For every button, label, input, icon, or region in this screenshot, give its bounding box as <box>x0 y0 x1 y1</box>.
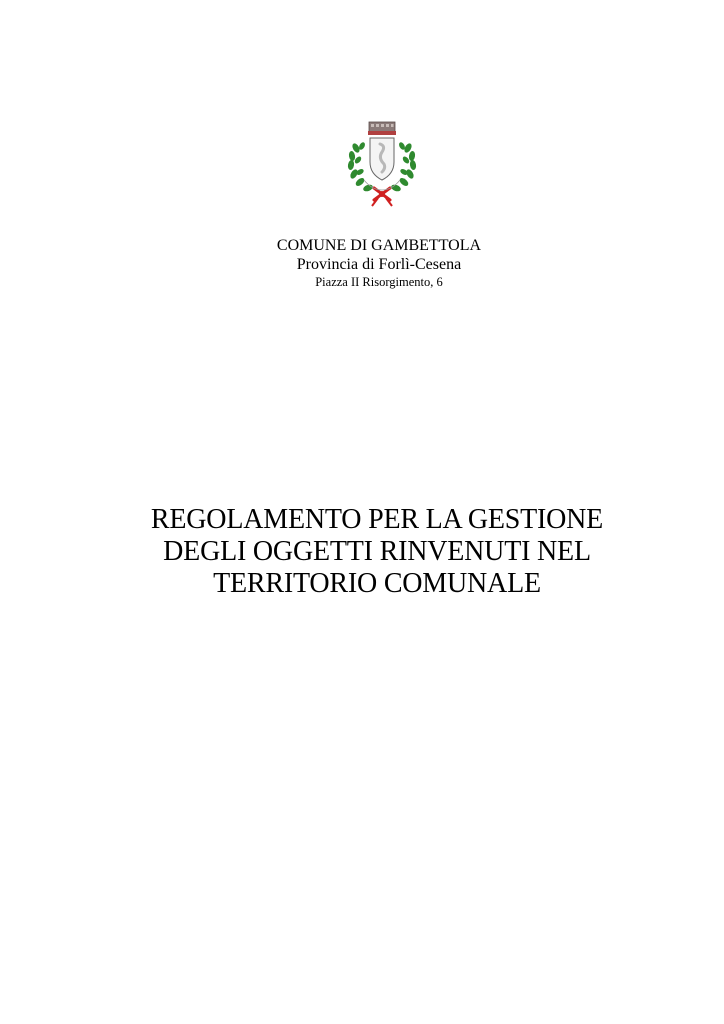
coat-of-arms-icon <box>342 118 422 208</box>
title-line-2: DEGLI OGGETTI RINVENUTI NEL <box>163 536 591 567</box>
province-name: Provincia di Forlì-Cesena <box>296 256 462 273</box>
municipality-address: Piazza II Risorgimento, 6 <box>315 275 443 289</box>
document-title <box>0 504 724 600</box>
title-line-3: TERRITORIO COMUNALE <box>213 568 541 599</box>
title-line-1: REGOLAMENTO PER LA GESTIONE <box>150 504 604 535</box>
municipality-header <box>0 236 724 291</box>
municipality-name: COMUNE DI GAMBETTOLA <box>276 237 482 254</box>
